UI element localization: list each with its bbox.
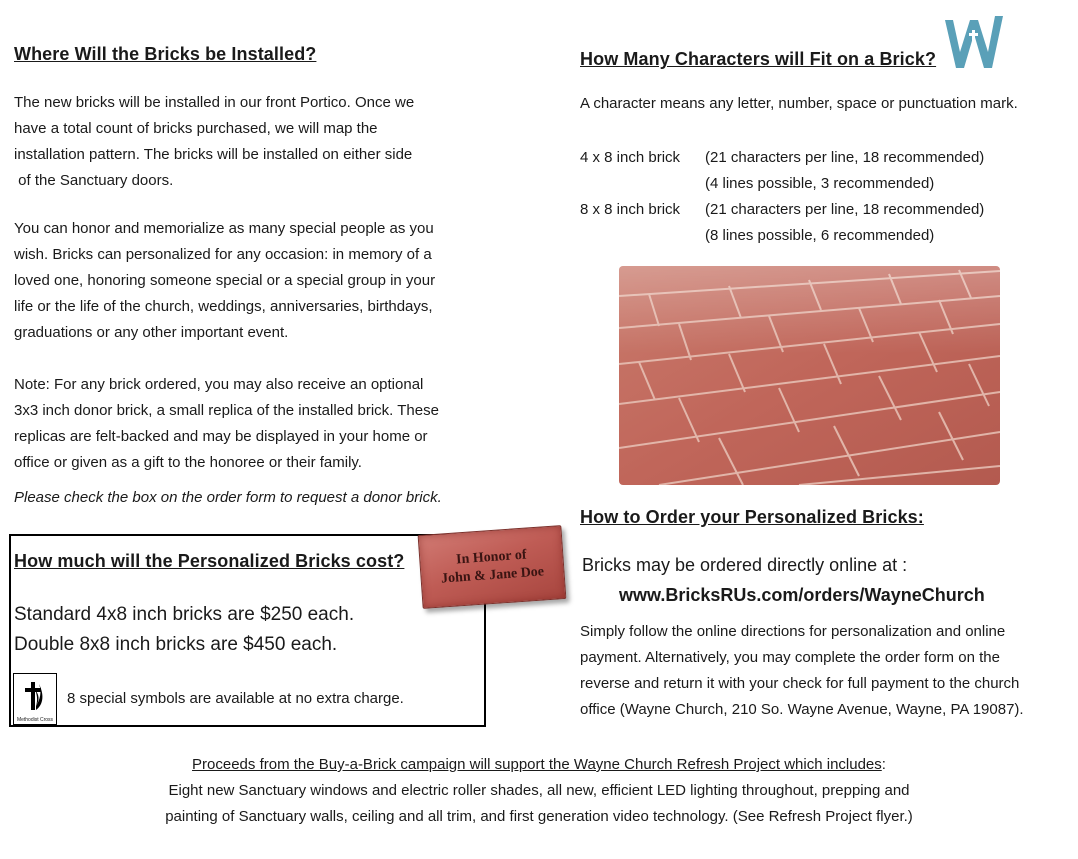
text-line: office or given as a gift to the honoree or their family.	[14, 454, 362, 471]
text-line: reverse and return it with your check for full payment to the church	[580, 675, 1020, 692]
character-definition: A character means any letter, number, space or punctuation mark.	[580, 95, 1018, 112]
order-instructions	[580, 619, 1074, 723]
double-brick-price: Double 8x8 inch bricks are $450 each.	[14, 634, 338, 655]
text-line: office (Wayne Church, 210 So. Wayne Avenue, Wayne, PA 19087).	[580, 701, 1024, 718]
text-line: loved one, honoring someone special or a special group in your	[14, 272, 436, 289]
brick-size: 8 x 8 inch brick	[580, 201, 681, 218]
text-line: have a total count of bricks purchased, we will map the	[14, 120, 378, 137]
donor-brick-instruction: Please check the box on the order form to request a donor brick.	[14, 489, 442, 506]
symbols-note: 8 special symbols are available at no extra charge.	[67, 690, 404, 707]
methodist-cross-icon	[13, 673, 57, 725]
text-line: replicas are felt-backed and may be displayed in your home or	[14, 428, 428, 445]
footer-line	[0, 752, 1078, 778]
brick-limit: (21 characters per line, 18 recommended)	[705, 149, 985, 166]
brick-size	[580, 171, 705, 197]
order-heading: How to Order your Personalized Bricks:	[580, 507, 924, 527]
text-line: 3x3 inch donor brick, a small replica of the installed brick. These	[14, 402, 439, 419]
sample-brick-line: In Honor of	[455, 547, 528, 568]
brick-size: 4 x 8 inch brick	[580, 149, 681, 166]
cost-lines	[14, 600, 354, 660]
text-line: life or the life of the church, weddings, anniversaries, birthdays,	[14, 298, 433, 315]
text-line: Simply follow the online directions for personalization and online	[580, 623, 1006, 640]
footer-underlined-text: Proceeds from the Buy-a-Brick campaign will support the Wayne Church Refresh Project which includes	[192, 756, 882, 773]
text-line: You can honor and memorialize as many special people as you	[14, 220, 434, 237]
symbol-label: Methodist Cross	[16, 717, 54, 723]
text-line: payment. Alternatively, you may complete the order form on the	[580, 649, 1000, 666]
footer-line: Eight new Sanctuary windows and electric roller shades, all new, efficient LED lighting throughout, prepping and	[168, 782, 910, 799]
church-logo-icon	[942, 12, 1006, 74]
table-row	[580, 171, 984, 197]
brick-pavement-photo	[619, 266, 1000, 485]
text-line: of the Sanctuary doors.	[14, 172, 174, 189]
sample-brick-line: John & Jane Doe	[440, 564, 545, 587]
footer-colon: :	[881, 756, 886, 773]
brick-limit: (8 lines possible, 6 recommended)	[705, 227, 935, 244]
order-intro: Bricks may be ordered directly online at :	[582, 555, 908, 575]
cost-heading: How much will the Personalized Bricks cost?	[14, 551, 405, 571]
standard-brick-price: Standard 4x8 inch bricks are $250 each.	[14, 604, 355, 625]
text-line: wish. Bricks can personalized for any occasion: in memory of a	[14, 246, 432, 263]
table-row	[580, 145, 984, 171]
brick-size	[580, 223, 705, 249]
character-limits-table	[580, 145, 984, 249]
sample-brick-image	[418, 525, 567, 609]
installation-heading: Where Will the Bricks be Installed?	[14, 44, 317, 64]
footer	[0, 752, 1078, 830]
footer-line: painting of Sanctuary walls, ceiling and all trim, and first generation video technology. (See Refresh Project flyer.)	[165, 808, 913, 825]
table-row	[580, 197, 984, 223]
brick-limit: (4 lines possible, 3 recommended)	[705, 175, 935, 192]
order-url-link[interactable]: www.BricksRUs.com/orders/WayneChurch	[619, 585, 985, 605]
text-line: Note: For any brick ordered, you may also receive an optional	[14, 376, 424, 393]
table-row	[580, 223, 984, 249]
brick-limit: (21 characters per line, 18 recommended)	[705, 201, 985, 218]
donor-brick-note	[14, 372, 494, 476]
text-line: The new bricks will be installed in our front Portico. Once we	[14, 94, 415, 111]
characters-heading: How Many Characters will Fit on a Brick?	[580, 49, 937, 69]
installation-paragraph	[14, 90, 494, 194]
text-line: graduations or any other important event.	[14, 324, 289, 341]
text-line: installation pattern. The bricks will be installed on either side	[14, 146, 413, 163]
honor-paragraph	[14, 216, 494, 346]
